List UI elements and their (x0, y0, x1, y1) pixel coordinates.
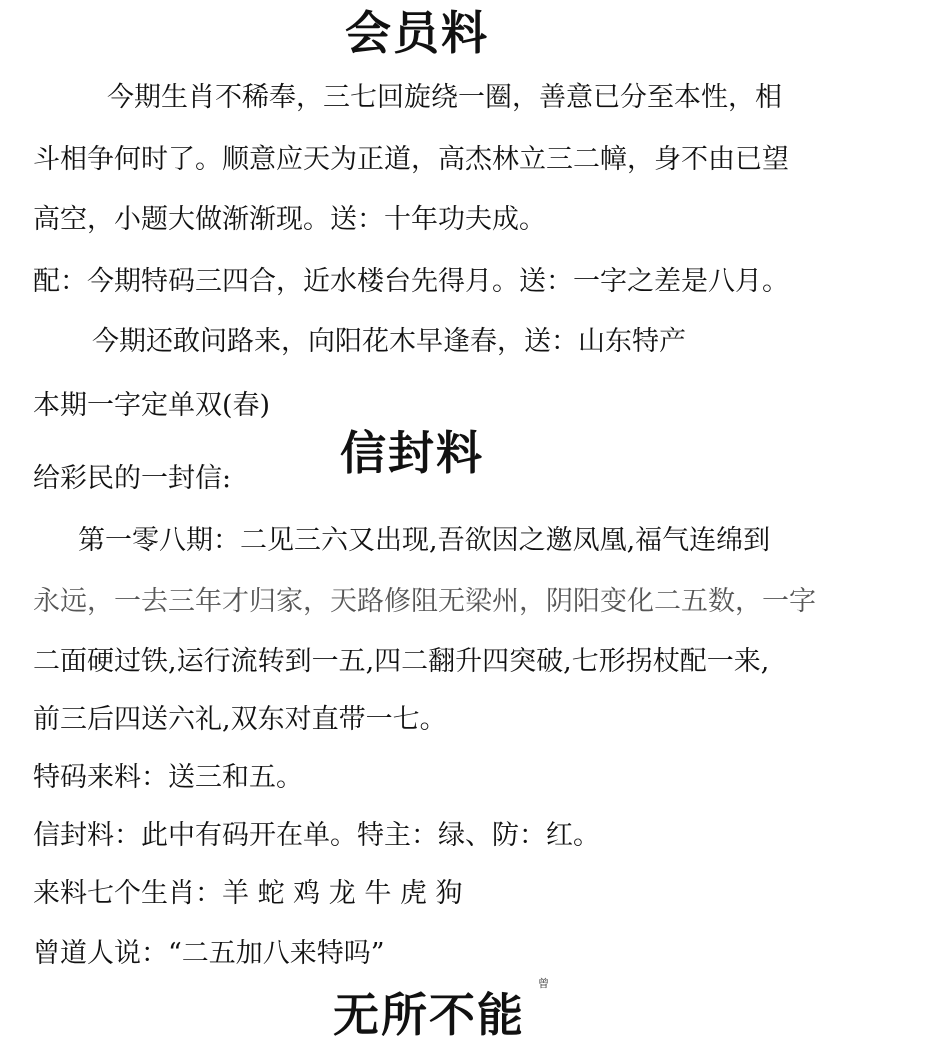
text-line: 第一零八期：二见三六又出现,吾欲因之邀凤凰,福气连绵到 (78, 525, 771, 556)
text-line: 配：今期特码三四合，近水楼台先得月。送：一字之差是八月。 (33, 266, 789, 297)
section-title-huiyuan: 会员料 (345, 6, 489, 60)
text-line: 永远，一去三年才归家，天路修阻无梁州，阴阳变化二五数，一字 (33, 586, 816, 617)
seal-mark: 曾 (538, 977, 549, 990)
section-title-xinfeng: 信封料 (340, 426, 484, 480)
section-title-wusuobuneng: 无所不能 (333, 988, 525, 1042)
greeting-line: 给彩民的一封信: (33, 463, 232, 494)
text-line: 高空，小题大做渐渐现。送：十年功夫成。 (33, 204, 546, 235)
text-line: 前三后四送六礼,双东对直带一七。 (33, 704, 447, 735)
text-line: 今期生肖不稀奉，三七回旋绕一圈，善意已分至本性，相 (107, 82, 782, 113)
text-line: 特码来料：送三和五。 (33, 762, 303, 793)
text-line: 曾道人说：“二五加八来特吗” (33, 938, 385, 969)
text-line: 来料七个生肖：羊 蛇 鸡 龙 牛 虎 狗 (33, 878, 463, 909)
text-line: 二面硬过铁,运行流转到一五,四二翻升四突破,七形拐杖配一来, (33, 646, 770, 677)
text-line: 信封料：此中有码开在单。特主：绿、防：红。 (33, 820, 600, 851)
text-line: 斗相争何时了。顺意应天为正道，高杰林立三二幛，身不由已望 (33, 144, 789, 175)
text-line: 今期还敢问路来，向阳花木早逢春，送：山东特产 (92, 326, 686, 357)
text-line: 本期一字定单双(春) (33, 390, 271, 421)
